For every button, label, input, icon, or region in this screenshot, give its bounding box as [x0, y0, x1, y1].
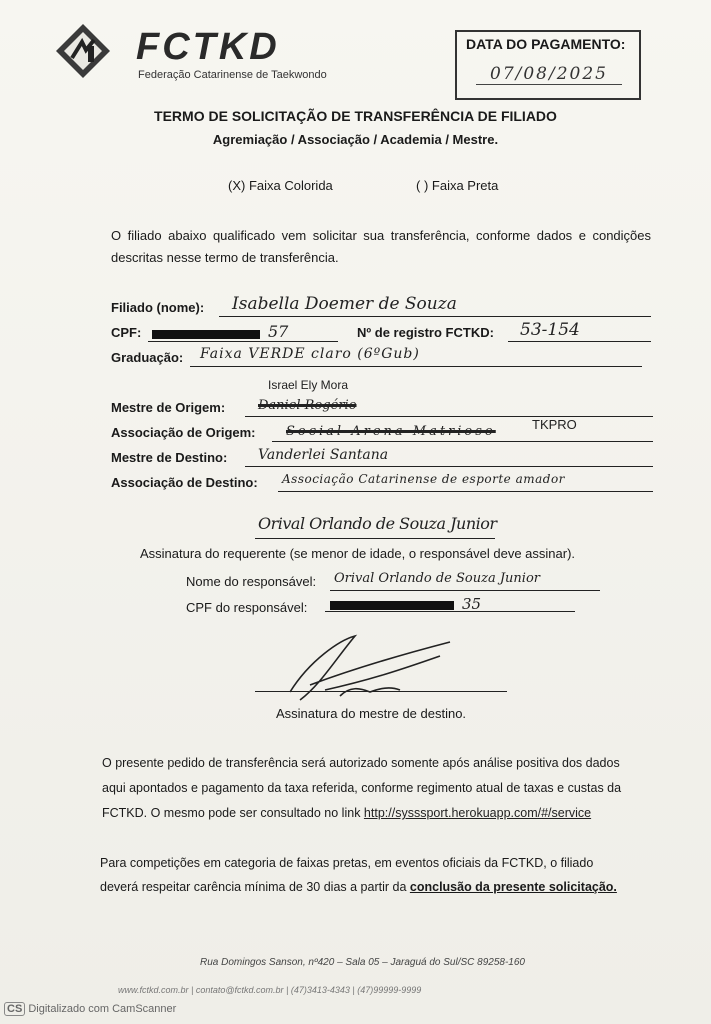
footer-address: Rua Domingos Sanson, nº420 – Sala 05 – Jaraguá do Sul/SC 89258-160 [200, 957, 525, 968]
responsavel-value[interactable]: Orival Orlando de Souza Junior [334, 571, 540, 586]
mestre-origem-line [245, 416, 653, 417]
option-colored-label: Faixa Colorida [248, 178, 333, 193]
graduacao-label: Graduação: [111, 350, 184, 365]
note2-line2 [100, 876, 617, 898]
cpf-responsavel-redaction [330, 601, 454, 610]
option-black-belt[interactable] [416, 178, 498, 193]
filiado-label: Filiado (nome): [111, 300, 205, 315]
assoc-destino-label: Associação de Destino: [111, 475, 258, 490]
mestre-origem-value[interactable]: Daniel Rogério [258, 398, 357, 413]
form-subtitle: Agremiação / Associação / Academia / Mestre. [212, 132, 499, 147]
assoc-origem-typed: TKPRO [532, 417, 577, 432]
registro-value[interactable]: 53-154 [520, 320, 580, 340]
assoc-origem-label: Associação de Origem: [111, 425, 256, 440]
mestre-destino-value[interactable]: Vanderlei Santana [258, 447, 389, 463]
mestre-origem-label: Mestre de Origem: [111, 400, 226, 415]
mestre-destino-label: Mestre de Destino: [111, 450, 228, 465]
assoc-destino-value[interactable]: Associação Catarinense de esporte amador [282, 472, 565, 486]
cpf-responsavel-suffix[interactable]: 35 [462, 595, 482, 613]
assoc-origem-value[interactable]: Social Arena Matrioso [286, 424, 496, 439]
responsavel-label: Nome do responsável: [186, 574, 317, 589]
option-black-label: Faixa Preta [431, 178, 499, 193]
cpf-responsavel-label: CPF do responsável: [186, 600, 308, 615]
cpf-label: CPF: [111, 325, 142, 340]
requerente-signature-line [255, 538, 495, 539]
requerente-signature[interactable]: Orival Orlando de Souza Junior [258, 514, 497, 533]
cpf-suffix[interactable]: 57 [268, 322, 289, 341]
mestre-destino-line [245, 466, 653, 467]
option-colored-mark: (X) [228, 178, 246, 193]
note1-line3-text: FCTKD. O mesmo pode ser consultado no link [102, 806, 364, 820]
camscanner-watermark [4, 1003, 176, 1015]
cpf-line [148, 341, 338, 342]
service-link[interactable]: http://sysssport.herokuapp.com/#/service [363, 806, 592, 820]
cpf-redaction [152, 330, 260, 339]
payment-date-value[interactable]: 07/08/2025 [476, 64, 622, 85]
fctkd-logo-icon [52, 22, 114, 80]
cpf-responsavel-line [325, 611, 575, 612]
graduacao-value[interactable]: Faixa VERDE claro (6ºGub) [200, 346, 420, 362]
filiado-value[interactable]: Isabella Doemer de Souza [232, 294, 457, 314]
footer-contact: www.fctkd.com.br | contato@fctkd.com.br | (47)3413-4343 | (47)99999-9999 [118, 985, 422, 995]
note2-line1: Para competições em categoria de faixas pretas, em eventos oficiais da FCTKD, o filiado [100, 856, 594, 870]
brand-name: FCTKD [136, 26, 280, 68]
brand-subtitle: Federação Catarinense de Taekwondo [138, 69, 327, 81]
form-title: TERMO DE SOLICITAÇÃO DE TRANSFERÊNCIA DE FILIADO [154, 108, 557, 124]
note1-line1: O presente pedido de transferência será autorizado somente após análise positiva dos dados [102, 756, 620, 770]
registro-line [508, 341, 651, 342]
note2-line2-text: deverá respeitar carência mínima de 30 dias a partir da [100, 880, 410, 894]
option-black-mark: ( ) [416, 178, 429, 193]
mestre-signature-line [255, 691, 507, 692]
note1-line3 [102, 802, 591, 824]
registro-label: Nº de registro FCTKD: [357, 325, 494, 340]
assoc-destino-line [278, 491, 653, 492]
graduacao-line [190, 366, 642, 367]
mestre-signature-label: Assinatura do mestre de destino. [276, 706, 467, 721]
note1-line2: aqui apontados e pagamento da taxa referida, conforme regimento atual de taxas e custas da [102, 781, 622, 795]
assoc-origem-line [272, 441, 653, 442]
camscanner-icon: CS [4, 1002, 25, 1016]
camscanner-text: Digitalizado com CamScanner [28, 1003, 177, 1015]
payment-date-label: DATA DO PAGAMENTO: [466, 36, 626, 52]
mestre-signature-drawing [280, 630, 460, 710]
option-colored-belt[interactable] [228, 178, 333, 193]
filiado-line [219, 316, 651, 317]
requerente-signature-label: Assinatura do requerente (se menor de idade, o responsável deve assinar). [140, 546, 576, 561]
note2-emphasis: conclusão da presente solicitação. [409, 880, 617, 894]
responsavel-line [330, 590, 600, 591]
mestre-origem-typed: Israel Ely Mora [268, 378, 349, 392]
intro-paragraph: O filiado abaixo qualificado vem solicitar sua transferência, conforme dados e condições descritas nesse termo de transferência. [111, 228, 651, 265]
